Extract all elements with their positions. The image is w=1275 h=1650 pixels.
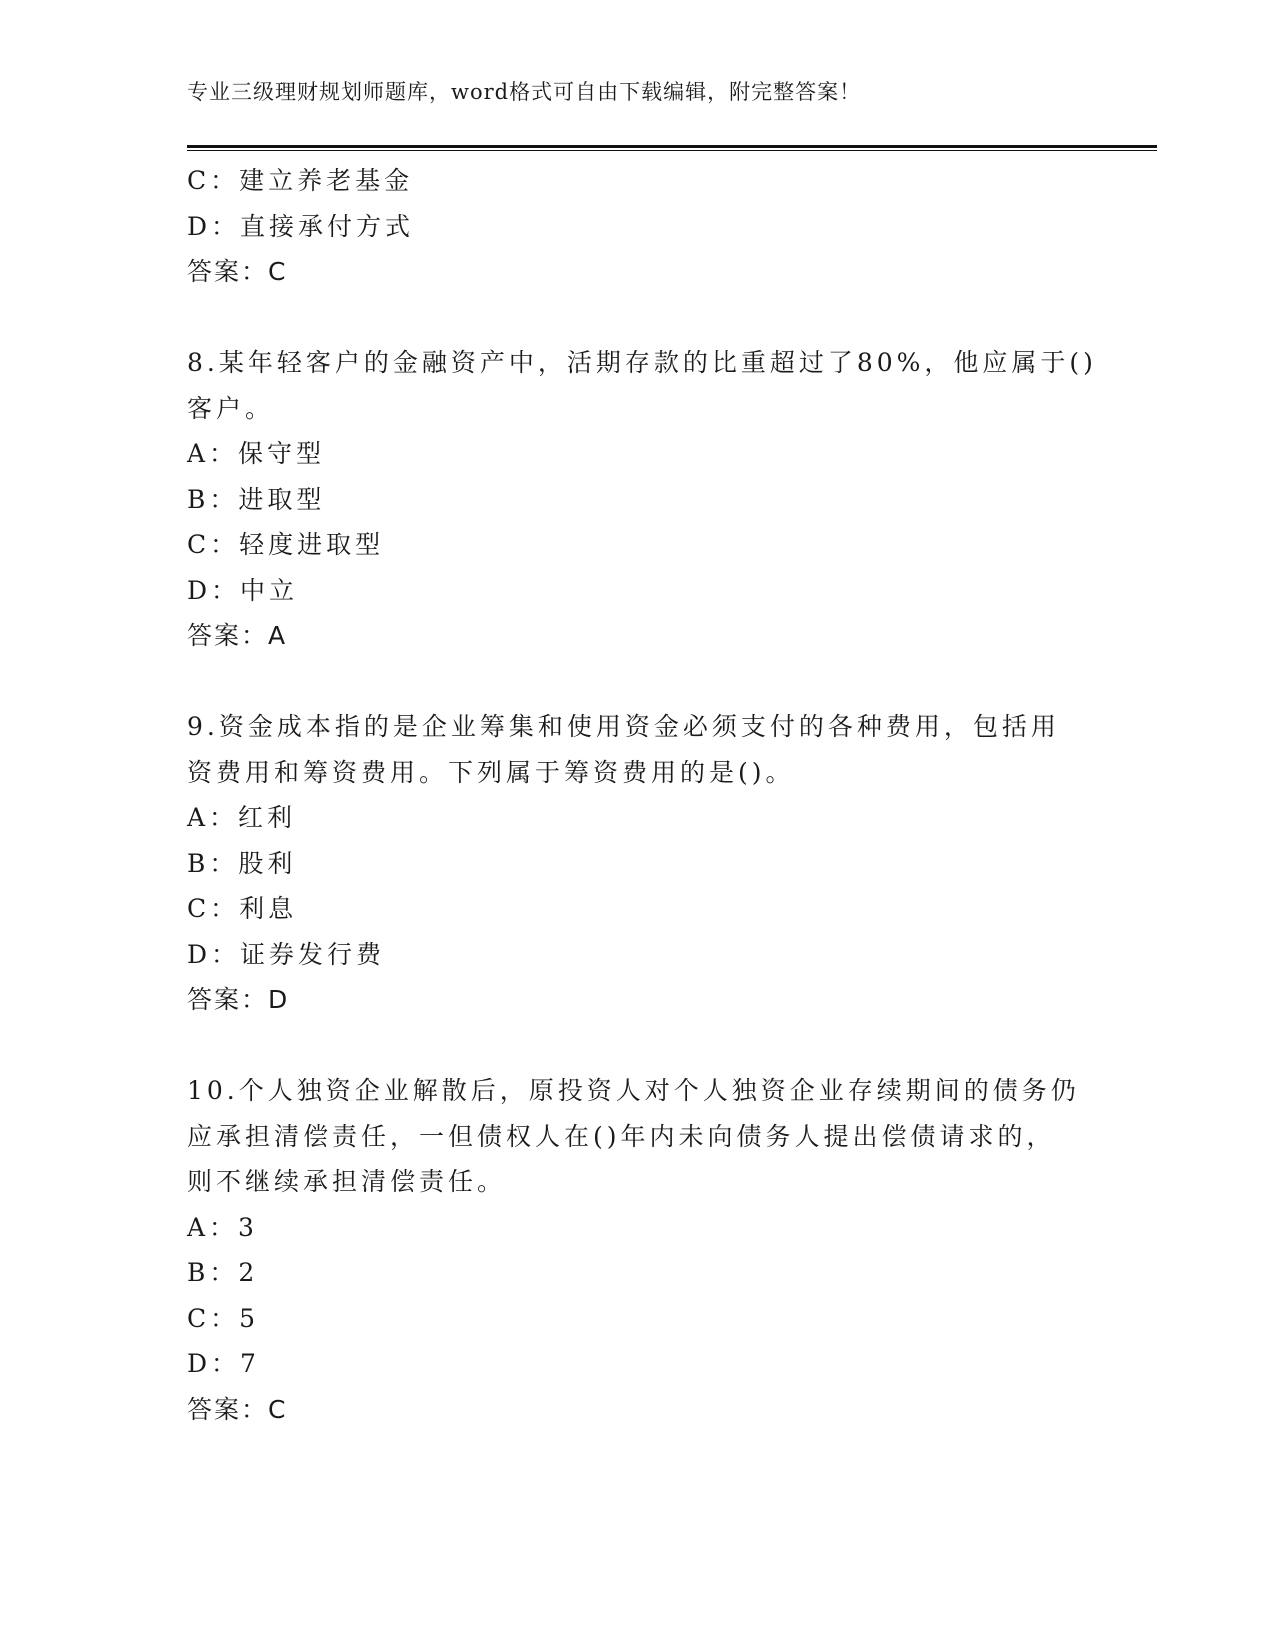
question-text-line: 8.某年轻客户的金融资产中，活期存款的比重超过了80%，他应属于() [187, 348, 1097, 377]
option-c: C：5 [187, 1303, 260, 1333]
question-8 [187, 340, 1097, 659]
option-c: C：利息 [187, 894, 298, 923]
option-d: D：直接承付方式 [187, 211, 415, 241]
question-10 [187, 1068, 1087, 1432]
answer-line: 答案：A [187, 621, 288, 650]
option-d: D：7 [187, 1349, 260, 1378]
document-body [187, 158, 1097, 1432]
page-header: 专业三级理财规划师题库，word格式可自由下载编辑，附完整答案！ [187, 80, 862, 104]
question-text-line: 则不继续承担清偿责任。 [187, 1167, 507, 1196]
option-c: C：轻度进取型 [187, 530, 385, 559]
header-rule-thin [187, 150, 1157, 151]
question-9 [187, 704, 1087, 1023]
option-d: D：中立 [187, 575, 299, 605]
option-b: B：股利 [187, 848, 297, 878]
header-rule-thick [187, 145, 1157, 148]
answer-line: 答案：C [187, 257, 288, 286]
option-b: B：2 [187, 1258, 259, 1287]
question-text-line: 9.资金成本指的是企业筹集和使用资金必须支付的各种费用，包括用 [187, 712, 1060, 741]
option-c: C：建立养老基金 [187, 166, 414, 195]
answer-line: 答案：C [187, 1394, 288, 1424]
question-text-line: 客户。 [187, 393, 275, 423]
question-text-line: 应承担清偿责任，一但债权人在()年内未向债务人提出偿债请求的， [187, 1121, 1056, 1151]
answer-line: 答案：D [187, 985, 290, 1014]
question-text-line: 10.个人独资企业解散后，原投资人对个人独资企业存续期间的债务仍 [187, 1076, 1080, 1105]
option-a: A：保守型 [187, 439, 326, 468]
spacer [187, 1023, 1087, 1069]
spacer [187, 659, 1087, 705]
option-b: B：进取型 [187, 484, 326, 514]
option-a: A：红利 [187, 803, 297, 832]
question-7-continued [187, 158, 1087, 295]
option-d: D：证券发行费 [187, 939, 386, 969]
spacer [187, 295, 1087, 341]
option-a: A：3 [187, 1212, 258, 1242]
question-text-line: 资费用和筹资费用。下列属于筹资费用的是()。 [187, 757, 795, 787]
